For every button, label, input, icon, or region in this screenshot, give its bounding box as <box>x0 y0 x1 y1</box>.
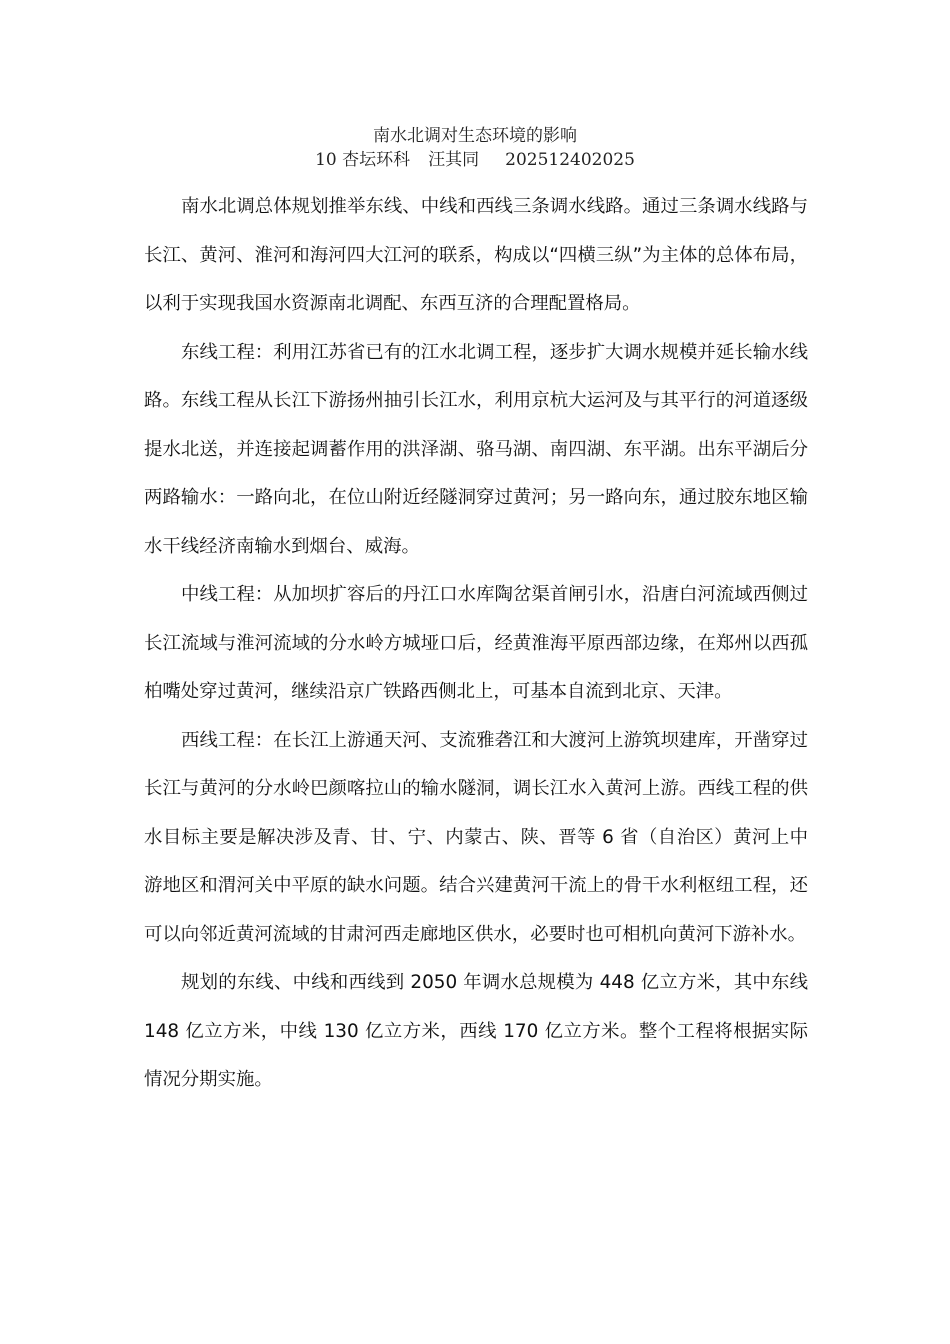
paragraph-scale: 规划的东线、中线和西线到 2050 年调水总规模为 448 亿立方米，其中东线 148 亿立方米，中线 130 亿立方米，西线 170 亿立方米。整个工程将根据实际情况分期实施。 <box>144 972 808 1090</box>
document-title: 南水北调对生态环境的影响 <box>373 126 577 146</box>
byline-class: 10 杏坛环科 <box>315 150 411 170</box>
document-body <box>144 183 808 1105</box>
byline-author: 汪其同 <box>428 150 480 170</box>
paragraph-east-route: 东线工程：利用江苏省已有的江水北调工程，逐步扩大调水规模并延长输水线路。东线工程从长江下游扬州抽引长江水，利用京杭大运河及与其平行的河道逐级提水北送，并连接起调蓄作用的洪泽湖、骆马湖、南四湖、东平湖。出东平湖后分两路输水：一路向北，在位山附近经隧洞穿过黄河；另一路向东，通过胶东地区输水干线经济南输水到烟台、威海。 <box>144 341 808 557</box>
document-byline <box>0 149 950 171</box>
paragraph-overview: 南水北调总体规划推举东线、中线和西线三条调水线路。通过三条调水线路与长江、黄河、淮河和海河四大江河的联系，构成以“四横三纵”为主体的总体布局，以利于实现我国水资源南北调配、东西互济的合理配置格局。 <box>144 196 808 314</box>
byline-student-id: 202512402025 <box>505 150 635 170</box>
paragraph-middle-route: 中线工程：从加坝扩容后的丹江口水库陶岔渠首闸引水，沿唐白河流域西侧过长江流域与淮河流域的分水岭方城垭口后，经黄淮海平原西部边缘，在郑州以西孤柏嘴处穿过黄河，继续沿京广铁路西侧北上，可基本自流到北京、天津。 <box>144 584 808 702</box>
paragraph-west-route: 西线工程：在长江上游通天河、支流雅砻江和大渡河上游筑坝建库，开凿穿过长江与黄河的分水岭巴颜喀拉山的输水隧洞，调长江水入黄河上游。西线工程的供水目标主要是解决涉及青、甘、宁、内蒙古、陕、晋等 6 省（自治区）黄河上中游地区和渭河关中平原的缺水问题。结合兴建黄河干流上的骨干水利枢纽工程，还可以向邻近黄河流域的甘肃河西走廊地区供水，必要时也可相机向黄河下游补水。 <box>144 729 808 945</box>
